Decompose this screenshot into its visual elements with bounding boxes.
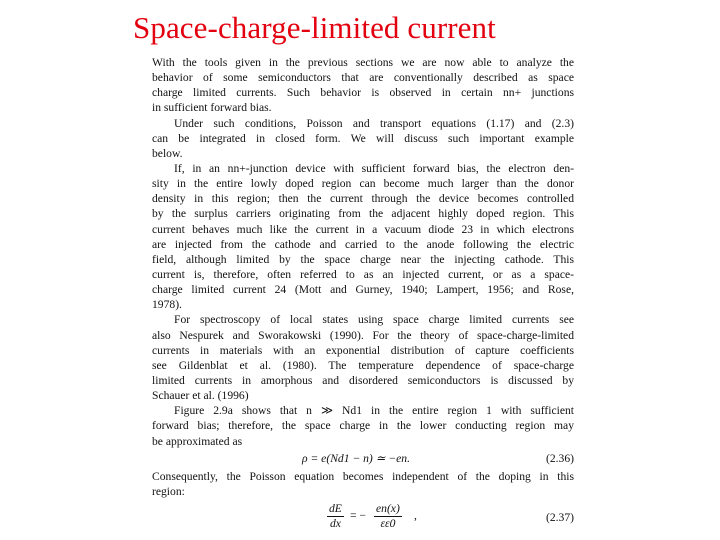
text-line: be approximated as xyxy=(152,434,243,448)
text-line: sity in the entire lowly doped region can become much larger than the donor xyxy=(152,177,574,191)
fraction-numerator: en(x) xyxy=(376,501,400,515)
text-line: can be integrated in closed form. We will discuss such important example xyxy=(152,131,574,145)
text-line: region: xyxy=(152,484,185,498)
equation-number: (2.36) xyxy=(545,451,574,465)
text-line: forward bias; therefore, the space charge in the lower conducting region may xyxy=(152,419,574,433)
text-line: With the tools given in the previous sections we are now able to analyze the xyxy=(152,56,574,69)
text-line: behavior of some semiconductors that are conventionally described as space xyxy=(152,71,574,85)
text-line: by the surplus carriers originating from the adjacent highly doped region. This xyxy=(152,207,574,221)
equation-2-36 xyxy=(152,450,574,467)
text-line: For spectroscopy of local states using space charge limited currents see xyxy=(174,313,574,327)
text-line: currents in materials with an exponential distribution of capture coefficients xyxy=(152,343,574,357)
text-line: charge limited current 24 (Mott and Gurney, 1940; Lampert, 1956; and Rose, xyxy=(152,283,574,297)
text-line: see Gildenblat et al. (1980). The temperature dependence of space-charge xyxy=(152,358,574,372)
equals-sign: = − xyxy=(350,508,366,522)
text-line: limited currents in amorphous and disordered semiconductors is discussed by xyxy=(152,373,574,387)
slide-title: Space-charge-limited current xyxy=(133,10,496,45)
text-line: Consequently, the Poisson equation becomes independent of the doping in this xyxy=(152,469,574,483)
text-line: If, in an nn+-junction device with sufficient forward bias, the electron den- xyxy=(174,161,574,175)
text-line: field, although limited by the space charge near the injecting cathode. This xyxy=(152,252,574,266)
equation-2-37 xyxy=(152,502,574,532)
document-page xyxy=(152,55,574,532)
fraction-denominator: dx xyxy=(329,516,341,530)
equation-expression: ρ = e(Nd1 − n) ≃ −en. xyxy=(302,451,410,465)
text-line: also Nespurek and Sworakowski (1990). For the theory of space-charge-limited xyxy=(152,328,574,342)
text-line: Figure 2.9a shows that n ≫ Nd1 in the entire region 1 with sufficient xyxy=(174,404,574,418)
text-line: below. xyxy=(152,146,183,160)
fraction-lhs xyxy=(327,502,344,531)
fraction-denominator: εε0 xyxy=(380,516,396,530)
text-line: current is, therefore, often referred to as an injected current, or as a space- xyxy=(152,267,574,281)
text-line: current behaves much like the current in a vacuum diode 23 in which electrons xyxy=(152,222,574,236)
text-line: charge limited currents. Such behavior is observed in certain nn+ junctions xyxy=(152,86,574,100)
equation-number: (2.37) xyxy=(545,510,574,524)
equation-tail: , xyxy=(414,508,417,522)
fraction-numerator: dE xyxy=(329,501,342,515)
text-line: density in this region; then the current through the device becomes controlled xyxy=(152,192,574,206)
fraction-rhs xyxy=(374,502,402,531)
text-line: 1978). xyxy=(152,298,182,312)
text-line: in sufficient forward bias. xyxy=(152,101,272,115)
text-line: are injected from the cathode and carried to the anode following the electric xyxy=(152,237,574,251)
text-line: Schauer et al. (1996) xyxy=(152,389,249,403)
text-line: Under such conditions, Poisson and transport equations (1.17) and (2.3) xyxy=(174,116,574,130)
